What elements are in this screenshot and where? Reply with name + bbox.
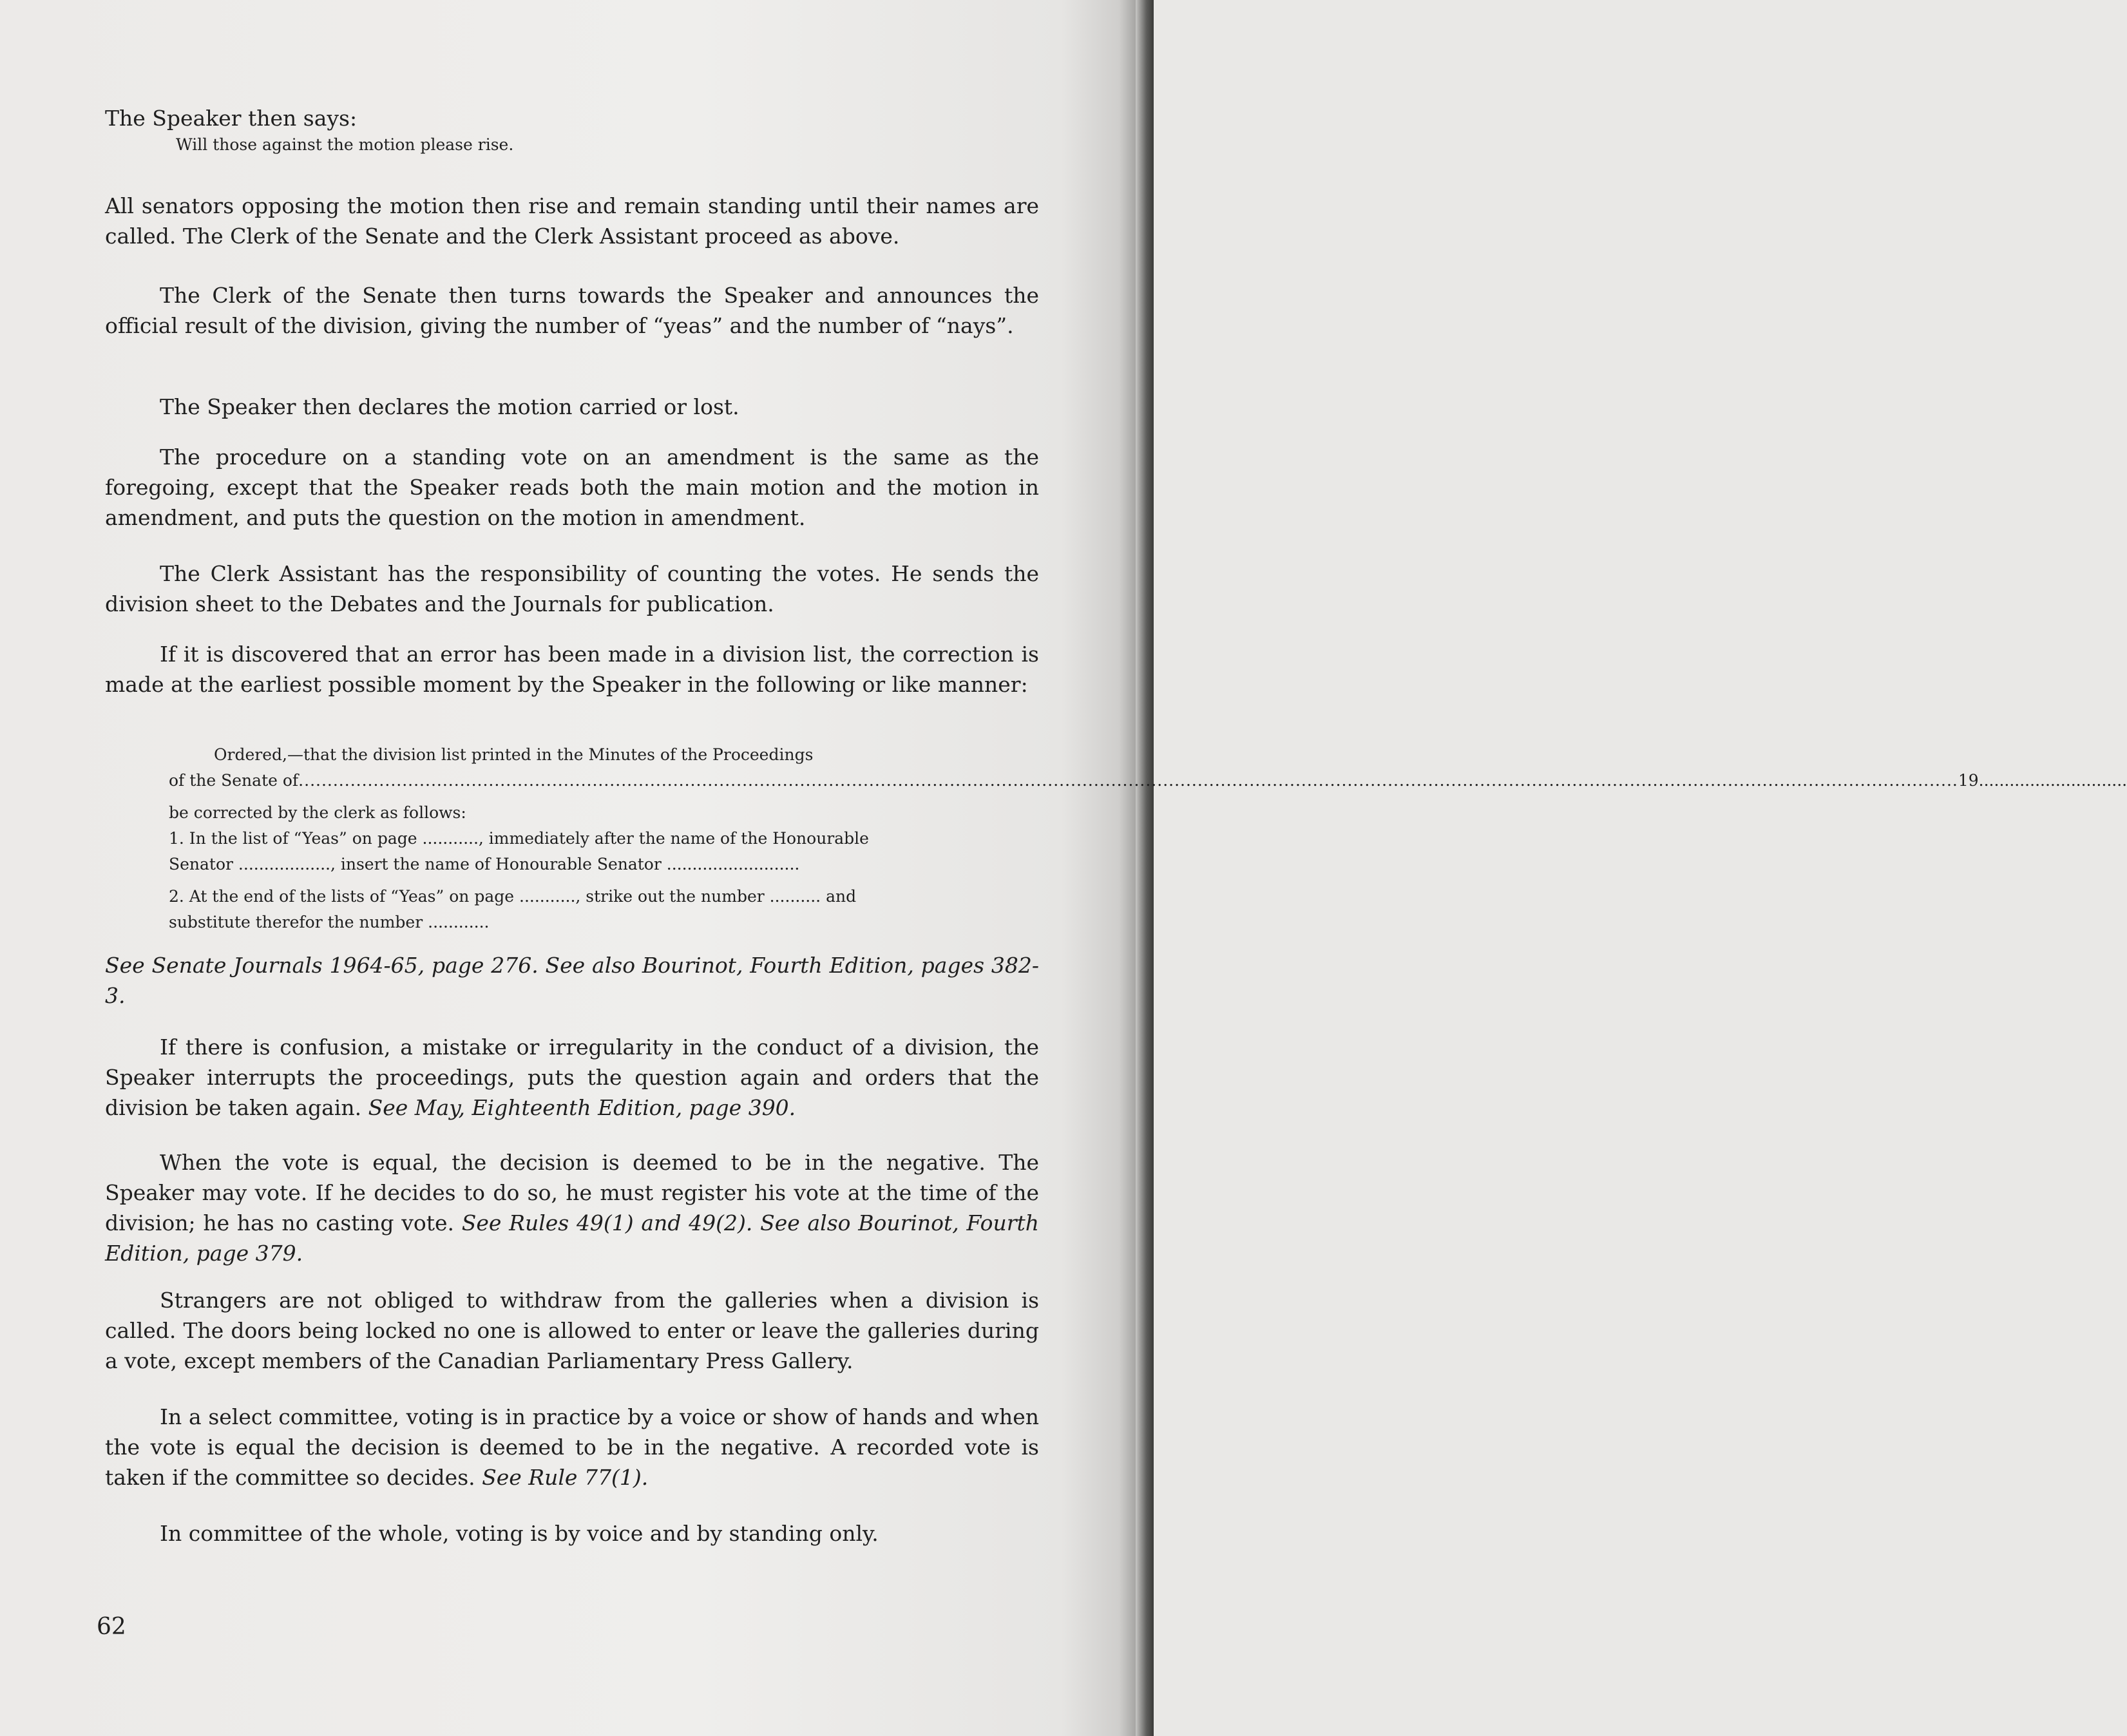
paragraph-strangers-block [105, 1285, 1039, 1376]
form-blank-date [298, 768, 1958, 794]
confusion-text: If there is confusion, a mistake or irregularity in the conduct of a division, the Speaker interrupts the proceedings, puts the question again and orders that the division be taken again. [105, 1035, 1039, 1120]
page-number: 62 [97, 1614, 126, 1640]
select-committee-reference: See Rule 77(1). [482, 1465, 649, 1490]
paragraph-error-discovered: If it is discovered that an error has been made in a division list, the correction is made at the earliest possible moment by the Speaker in the following or like manner: [105, 642, 1039, 697]
correction-form [169, 742, 2127, 935]
paragraph-select-committee-block [105, 1402, 1039, 1493]
paragraph-committee-whole: In committee of the whole, voting is by voice and by standing only. [160, 1521, 879, 1546]
paragraph-vote-equal-block [105, 1147, 1039, 1268]
page-binding-edge [1136, 0, 1154, 1736]
paragraph-confusion [105, 1032, 1039, 1123]
paragraph-committee-whole-block [105, 1518, 1039, 1549]
form-ordered-line2 [169, 768, 2127, 794]
form-corrected: be corrected by the clerk as follows: [169, 803, 466, 822]
form-ordered-line1: Ordered,—that the division list printed in the Minutes of the Proceedings [214, 745, 814, 764]
paragraph-error-block [105, 639, 1039, 700]
form-senate-of: of the Senate of [169, 771, 299, 790]
reference-journals: See Senate Journals 1964-65, page 276. See also Bourinot, Fourth Edition, pages 382-3. [105, 953, 1039, 1008]
paragraph-speaker-declares-block [105, 392, 1039, 422]
form-item2-a: 2. At the end of the lists of “Yeas” on page ..........., strike out the number .......... and [169, 887, 857, 906]
vote-equal-reference: See Rules 49(1) and 49(2). See also Bourinot, Fourth Edition, page 379. [105, 1210, 1039, 1266]
form-year: 19 [1958, 771, 1979, 790]
paragraph-opposing-rise-block [105, 191, 1039, 251]
paragraph-clerk-assistant-block [105, 558, 1039, 619]
select-committee-text: In a select committee, voting is in practice by a voice or show of hands and when the vote is equal the decision is deemed to be in the negative. A recorded vote is taken if the committee so decides. [105, 1404, 1039, 1490]
quote-rise: Will those against the motion please rise. [176, 135, 514, 154]
paragraph-clerk-announces-block [105, 280, 1039, 341]
paragraph-select-committee [105, 1402, 1039, 1493]
vote-equal-text: When the vote is equal, the decision is deemed to be in the negative. The Speaker may vote. If he decides to do so, he must register his vote at the time of the division; he has no casting vote. [105, 1150, 1039, 1235]
form-item1-b: Senator .................., insert the name of Honourable Senator .......................... [169, 855, 800, 873]
form-blank-year: ............................. [1978, 771, 2127, 790]
paragraph-procedure-amendment: The procedure on a standing vote on an amendment is the same as the foregoing, except that the Speaker reads both the main motion and the motion in amendment, and puts the question on the motion in amendment. [105, 444, 1039, 530]
paragraph-speaker-says: The Speaker then says: [105, 106, 358, 131]
form-item1-a: 1. In the list of “Yeas” on page ..........., immediately after the name of the Honourable [169, 829, 869, 848]
confusion-reference: See May, Eighteenth Edition, page 390. [368, 1095, 796, 1120]
paragraph-opposing-rise: All senators opposing the motion then rise and remain standing until their names are called. The Clerk of the Senate and the Clerk Assistant proceed as above. [105, 193, 1039, 249]
paragraph-strangers: Strangers are not obliged to withdraw from the galleries when a division is called. The doors being locked no one is allowed to enter or leave the galleries during a vote, except members of the Canadian Parliamentary Press Gallery. [105, 1288, 1039, 1373]
paragraph-speaker-declares: The Speaker then declares the motion carried or lost. [160, 394, 739, 419]
paragraph-vote-equal [105, 1147, 1039, 1268]
paragraph-clerk-assistant: The Clerk Assistant has the responsibility of counting the votes. He sends the division sheet to the Debates and the Journals for publication. [105, 561, 1039, 616]
reference-journals-block [105, 950, 1039, 1011]
paragraph-clerk-announces: The Clerk of the Senate then turns towards the Speaker and announces the official result of the division, giving the number of “yeas” and the number of “nays”. [105, 283, 1039, 338]
form-item2-b: substitute therefor the number ............ [169, 913, 490, 931]
paragraph-procedure-amendment-block [105, 442, 1039, 533]
paragraph-confusion-block [105, 1032, 1039, 1123]
section-speaker-says [105, 103, 1039, 158]
